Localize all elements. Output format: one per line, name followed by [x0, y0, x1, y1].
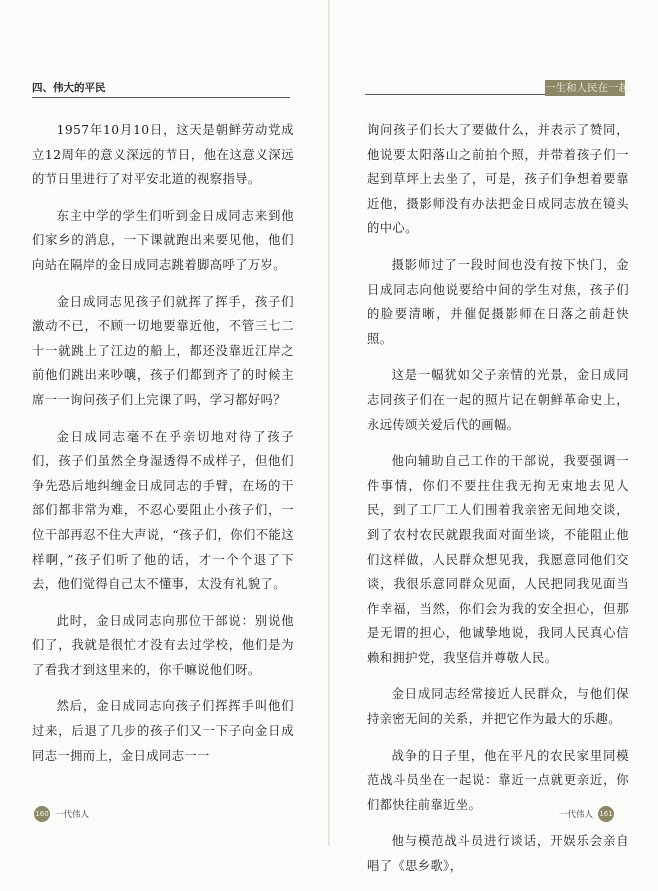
paragraph: 他与模范战斗员进行谈话，开娱乐会亲自唱了《思乡歌》， [367, 834, 629, 874]
paragraph: 战争的日子里，他在平凡的农民家里同模范战斗员坐在一起说：靠近一点就更亲近，你们都快往前靠近坐。 [367, 748, 629, 812]
right-page-footer [554, 806, 614, 824]
paragraph: 询问孩子们长大了要做什么，并表示了赞同，他说要太阳落山之前拍个照，并带着孩子们一起到草坪上去坐了，可是，孩子们争想着要靠近他，摄影师没有办法把金日成同志放在镜头的中心。 [367, 123, 629, 236]
paragraph: 东主中学的学生们听到金日成同志来到他们家乡的消息，一下课就跑出来要见他，他们向站在隔岸的金日成同志跳着脚高呼了万岁。 [32, 208, 294, 272]
section-title: 四、伟大的平民 [32, 82, 106, 94]
page-number-badge: 161 [598, 806, 614, 822]
paragraph: 此时，金日成同志向那位干部说：别说他们了，我就是很忙才没有去过学校，他们是为了看我才到这里来的，你千嘛说他们呀。 [32, 613, 294, 677]
paragraph: 他向辅助自己工作的干部说，我要强调一件事情，你们不要拄住我无拘无束地去见人民，到了工厂工人们围着我亲密无间地交谈，到了农村农民就跟我面对面坐谈，不能阻止他们这样做，人民群众想见我，我愿意同他们交谈，我很乐意同群众见面，人民把同我见面当作幸福，当然，你们会为我的安全担心，但那是无谓的担心，他诚挚地说，我同人民真心信赖和拥护党，我坚信并尊敬人民。 [367, 454, 629, 665]
right-page [329, 0, 658, 874]
running-header: 一生和人民在一起 [545, 82, 629, 94]
footer-label: 一代伟人 [55, 810, 90, 820]
left-page-footer [34, 806, 94, 824]
left-page-header [32, 80, 290, 98]
paragraph: 然后，金日成同志向孩子们挥挥手叫他们过来，后退了几步的孩子们又一下子向金日成同志一拥而上，金日成同志一一 [32, 699, 294, 763]
page-number-badge: 160 [34, 806, 50, 822]
footer-label: 一代伟人 [558, 810, 593, 820]
paragraph: 金日成同志见孩子们就挥了挥手，孩子们激动不已，不顾一切地要靠近他，不管三七二十一就跳上了江边的船上，都还没靠近江岸之前他们跳出来吵嚷，孩子们都到齐了的时候主席一一询问孩子们上完课了吗，学习都好吗？ [32, 294, 294, 407]
paragraph: 这是一幅犹如父子亲情的光景，金日成同志同孩子们在一起的照片记在朝鲜革命史上，永远传颂关爱后代的画幅。 [367, 368, 629, 432]
header-rule [365, 94, 545, 95]
paragraph: 金日成同志毫不在乎亲切地对待了孩子们，孩子们虽然全身湿透得不成样子，但他们争先恐后地纠缠金日成同志的手臂，在场的干部们都非常为难，不忍心要阻止小孩子们，一位干部再忍不住大声说，“孩子们，你们不能这样啊，”孩子们听了他的话，才一个个退了下去，他们觉得自己太不懂事，太没有礼貌了。 [32, 429, 294, 592]
paragraph: 金日成同志经常接近人民群众，与他们保持亲密无间的关系，并把它作为最大的乐趣。 [367, 687, 629, 727]
left-page-body [32, 118, 294, 780]
left-page [0, 0, 329, 846]
right-page-body [367, 118, 629, 891]
paragraph: 1957年10月10日，这天是朝鲜劳动党成立12周年的意义深远的节日，他在这意义深远的节日里进行了对平安北道的视察指导。 [32, 123, 294, 187]
paragraph: 摄影师过了一段时间也没有按下快门，金日成同志向他说要给中间的学生对焦，孩子们的脸要清晰，并催促摄影师在日落之前赶快照。 [367, 257, 629, 346]
